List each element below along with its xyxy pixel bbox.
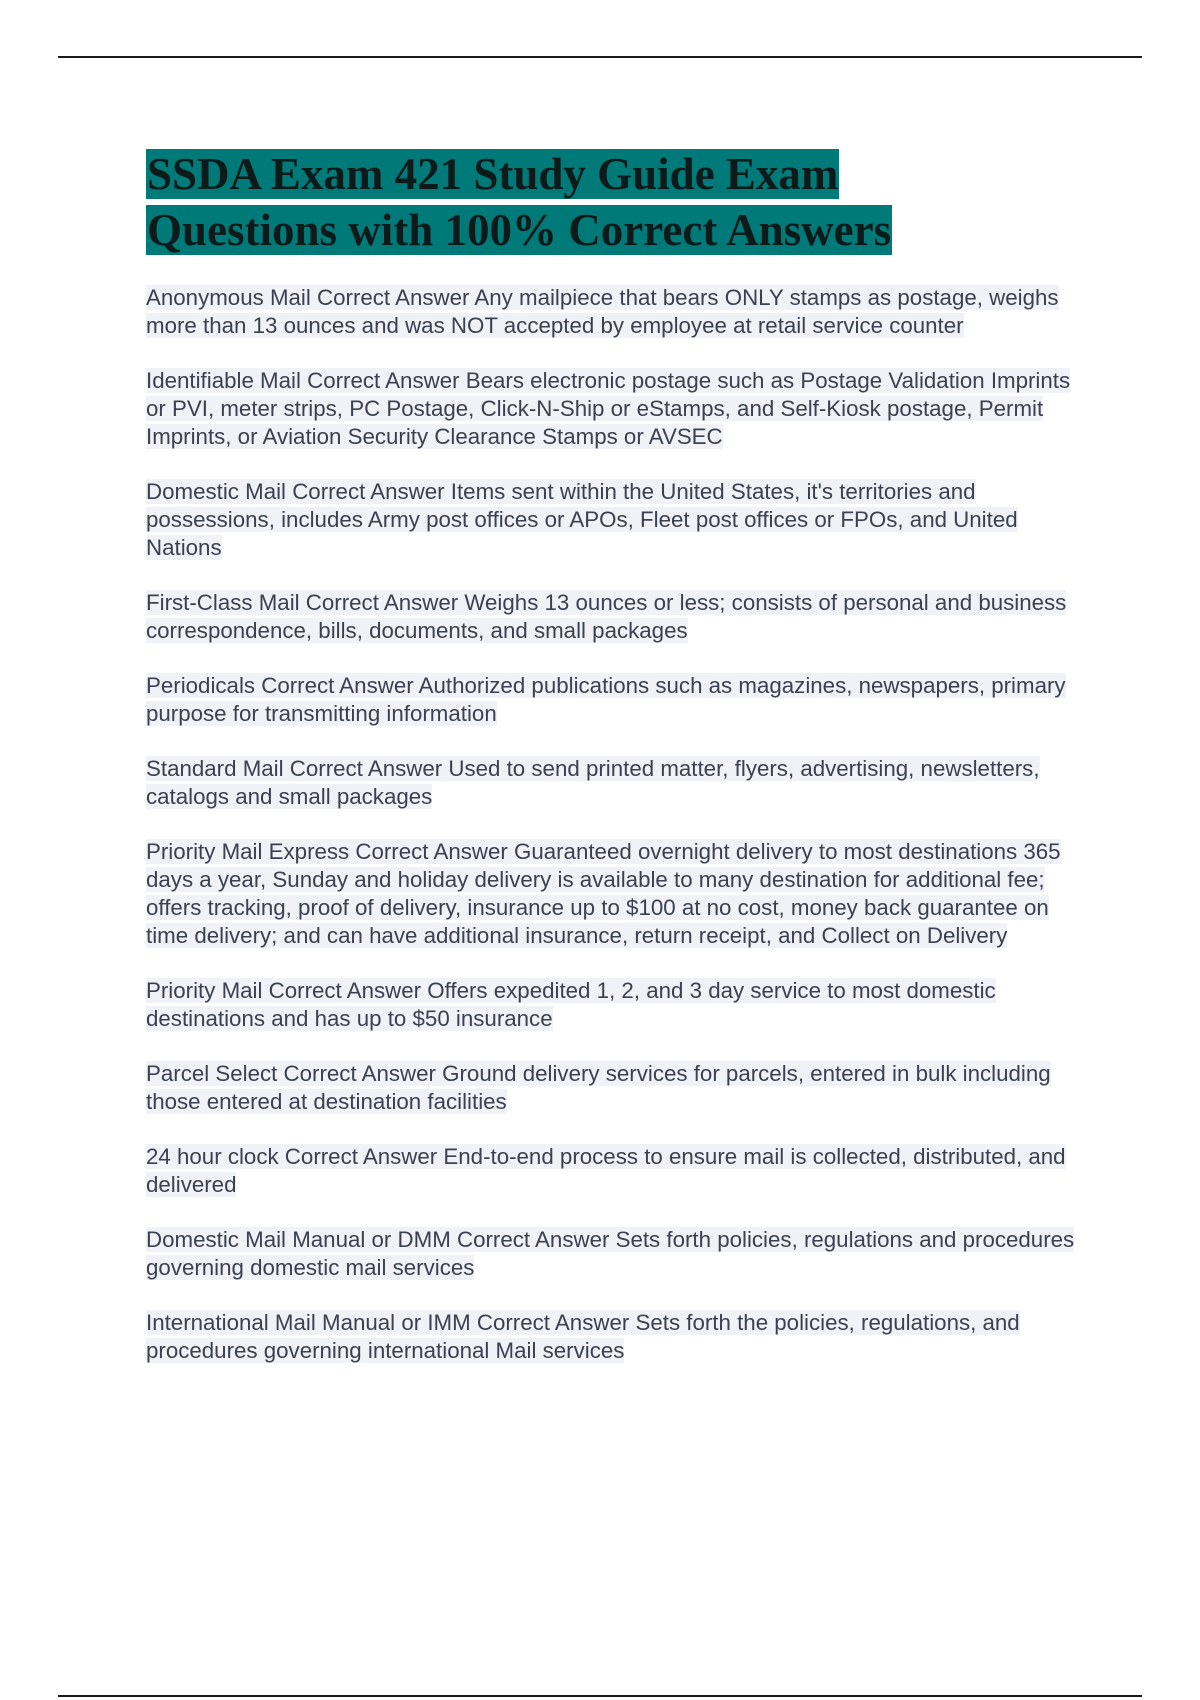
qa-text: Identifiable Mail Correct Answer Bears electronic postage such as Postage Validation Imprints or PVI, meter strips, PC Postage, Click-N-Ship or eStamps, and Self-Kiosk postage, Permit Imprints, or Aviation Security Clearance Stamps or AVSEC: [146, 368, 1071, 449]
qa-text: Parcel Select Correct Answer Ground delivery services for parcels, entered in bulk including those entered at destination facilities: [146, 1061, 1051, 1114]
qa-text: Domestic Mail Manual or DMM Correct Answer Sets forth policies, regulations and procedures governing domestic mail services: [146, 1227, 1075, 1280]
qa-item-identifiable-mail: [146, 367, 1086, 451]
title-line-1: SSDA Exam 421 Study Guide Exam: [147, 149, 839, 199]
qa-item-periodicals: [146, 672, 1086, 728]
document-body: [146, 146, 1086, 1392]
qa-item-anonymous-mail: [146, 284, 1086, 340]
qa-item-priority-mail: [146, 977, 1086, 1033]
header-rule: [58, 56, 1142, 58]
qa-item-first-class-mail: [146, 589, 1086, 645]
qa-item-24-hour-clock: [146, 1143, 1086, 1199]
qa-text: First-Class Mail Correct Answer Weighs 13 ounces or less; consists of personal and business correspondence, bills, documents, and small packages: [146, 590, 1067, 643]
qa-item-domestic-mail: [146, 478, 1086, 562]
document-title: [146, 146, 1086, 258]
qa-text: Standard Mail Correct Answer Used to send printed matter, flyers, advertising, newsletters, catalogs and small packages: [146, 756, 1040, 809]
qa-text: Periodicals Correct Answer Authorized publications such as magazines, newspapers, primary purpose for transmitting information: [146, 673, 1066, 726]
qa-text: Priority Mail Correct Answer Offers expedited 1, 2, and 3 day service to most domestic destinations and has up to $50 insurance: [146, 978, 996, 1031]
qa-item-priority-mail-express: [146, 838, 1086, 950]
footer-rule: [58, 1695, 1142, 1697]
qa-text: Priority Mail Express Correct Answer Guaranteed overnight delivery to most destinations 365 days a year, Sunday and holiday delivery is available to many destination for additional fee; offers tracking, proof of delivery, insurance up to $100 at no cost, money back guarantee on time delivery; and can have additional insurance, return receipt, and Collect on Delivery: [146, 839, 1061, 948]
qa-list: [146, 284, 1086, 1365]
qa-text: 24 hour clock Correct Answer End-to-end process to ensure mail is collected, distributed, and delivered: [146, 1144, 1066, 1197]
qa-item-standard-mail: [146, 755, 1086, 811]
title-line-2: Questions with 100% Correct Answers: [147, 205, 892, 255]
qa-item-imm: [146, 1309, 1086, 1365]
qa-text: International Mail Manual or IMM Correct Answer Sets forth the policies, regulations, and procedures governing international Mail services: [146, 1310, 1020, 1363]
qa-text: Anonymous Mail Correct Answer Any mailpiece that bears ONLY stamps as postage, weighs more than 13 ounces and was NOT accepted by employee at retail service counter: [146, 285, 1059, 338]
qa-text: Domestic Mail Correct Answer Items sent within the United States, it's territories and possessions, includes Army post offices or APOs, Fleet post offices or FPOs, and United Nations: [146, 479, 1018, 560]
qa-item-dmm: [146, 1226, 1086, 1282]
qa-item-parcel-select: [146, 1060, 1086, 1116]
